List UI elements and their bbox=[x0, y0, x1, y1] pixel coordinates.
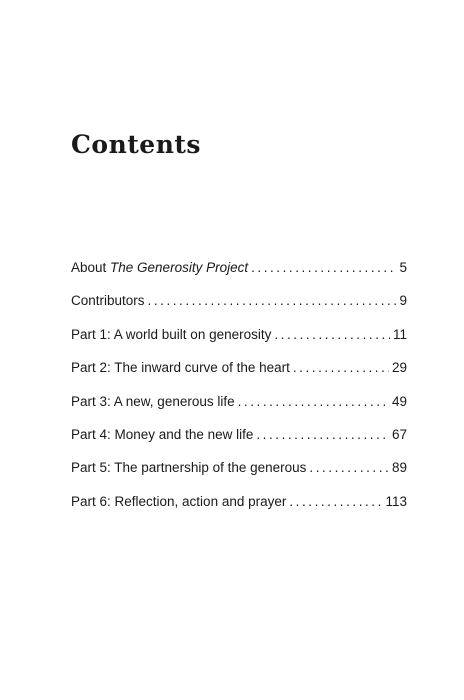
toc-entry-part-3[interactable] bbox=[71, 394, 407, 427]
toc-page-number: 9 bbox=[399, 293, 407, 309]
toc-entry-part-4[interactable] bbox=[71, 427, 407, 460]
dot-leader bbox=[289, 494, 382, 509]
toc-entry-contributors[interactable] bbox=[71, 293, 407, 326]
book-title-italic: The Generosity Project bbox=[110, 260, 249, 275]
toc-entry-label: Part 4: Money and the new life bbox=[71, 426, 254, 442]
dot-leader bbox=[256, 427, 389, 442]
dot-leader bbox=[251, 260, 396, 275]
dot-leader bbox=[309, 460, 389, 475]
toc-page-number: 113 bbox=[385, 493, 407, 509]
toc-entry-label: Contributors bbox=[71, 293, 145, 309]
dot-leader bbox=[293, 360, 389, 375]
table-of-contents bbox=[71, 260, 407, 527]
dot-leader bbox=[274, 327, 390, 342]
toc-entry-part-2[interactable] bbox=[71, 360, 407, 393]
toc-entry-about[interactable] bbox=[71, 260, 407, 293]
toc-entry-label: Part 1: A world built on generosity bbox=[71, 326, 272, 342]
toc-page-number: 5 bbox=[399, 260, 407, 275]
toc-entry-label: Part 3: A new, generous life bbox=[71, 393, 235, 409]
toc-entry-part-1[interactable] bbox=[71, 327, 407, 360]
dot-leader bbox=[148, 293, 397, 308]
toc-entry-label: Part 5: The partnership of the generous bbox=[71, 460, 307, 476]
toc-page-number: 89 bbox=[391, 460, 407, 476]
dot-leader bbox=[238, 394, 389, 409]
toc-page-number: 67 bbox=[391, 426, 407, 442]
toc-entry-label: Part 6: Reflection, action and prayer bbox=[71, 493, 287, 509]
page-title: Contents bbox=[71, 130, 202, 159]
toc-page-number: 29 bbox=[391, 360, 407, 376]
toc-page-number: 11 bbox=[392, 326, 407, 342]
toc-entry-label: Part 2: The inward curve of the heart bbox=[71, 360, 290, 376]
toc-entry-label-text: About bbox=[71, 260, 111, 275]
toc-entry-part-6[interactable] bbox=[71, 494, 407, 527]
toc-entry-part-5[interactable] bbox=[71, 460, 407, 493]
toc-entry-label bbox=[71, 260, 248, 275]
toc-page-number: 49 bbox=[391, 393, 407, 409]
